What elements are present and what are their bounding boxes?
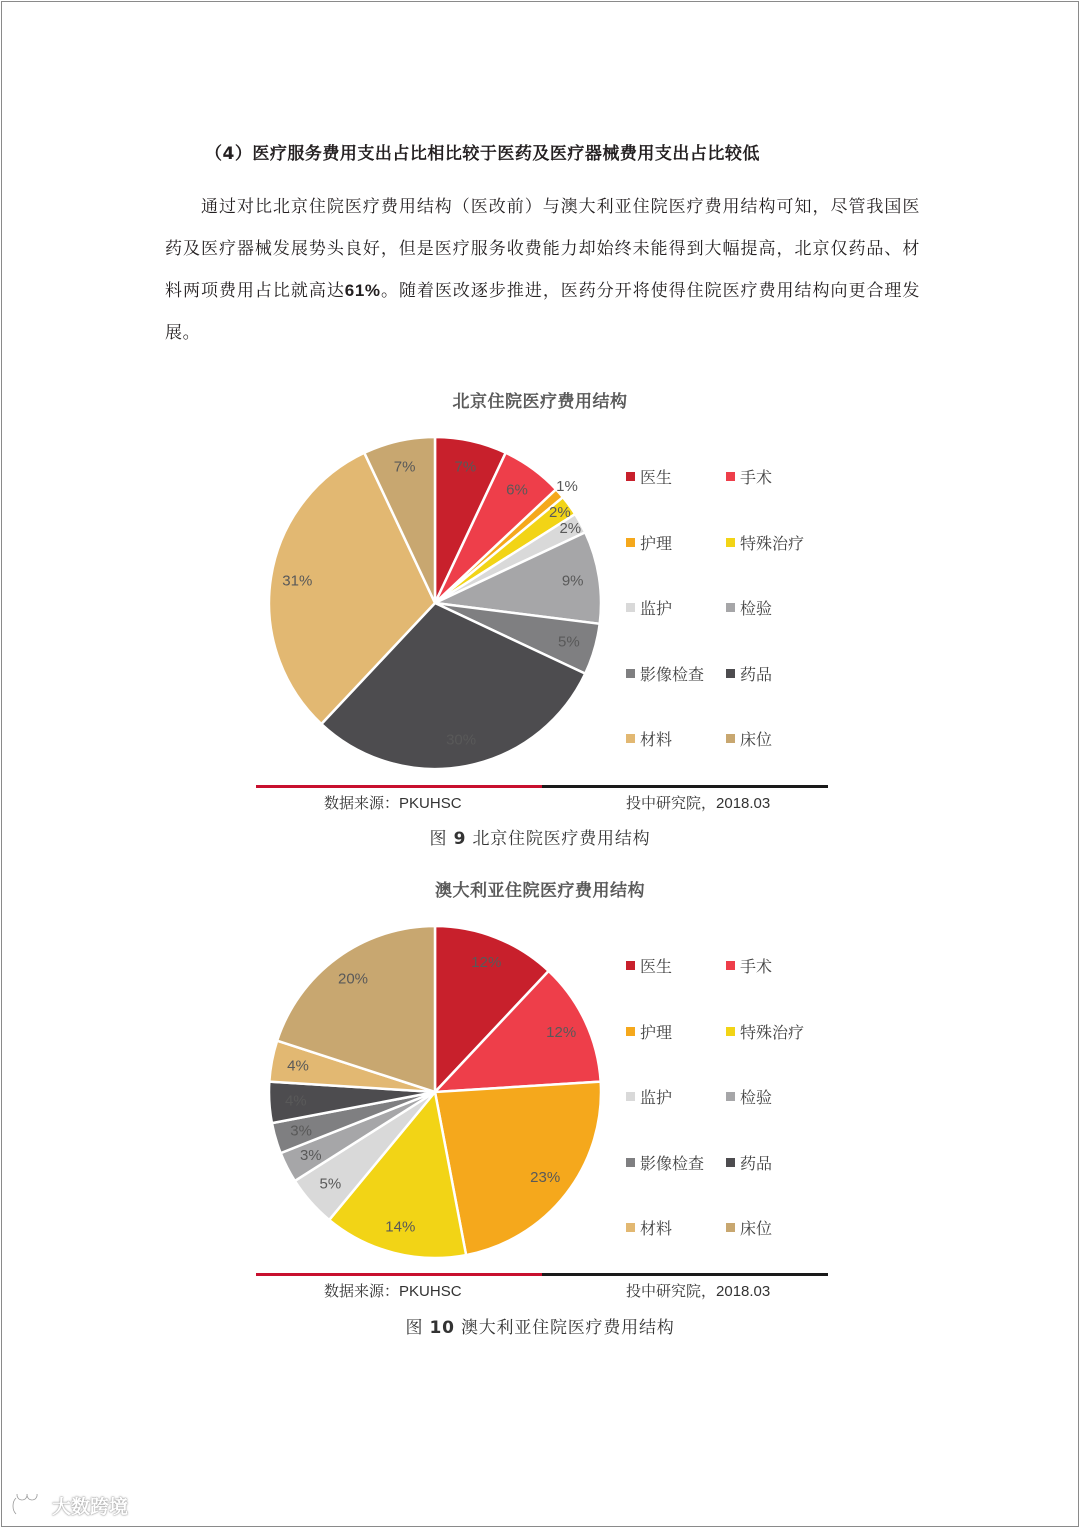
chart1-pie bbox=[260, 433, 610, 773]
chart1-legend-label-8: 材料 bbox=[640, 730, 673, 749]
chart1-caption-prefix: 图 bbox=[429, 829, 448, 849]
chart2-data-label-5: 3% bbox=[299, 1146, 322, 1164]
chart1-legend-swatch-0 bbox=[626, 472, 635, 481]
body-paragraph bbox=[165, 186, 920, 354]
chart2-legend-label-5: 检验 bbox=[740, 1088, 773, 1107]
chart2-data-label-8: 4% bbox=[287, 1057, 309, 1075]
chart2-legend-swatch-2 bbox=[626, 1027, 635, 1036]
chart2-legend-swatch-9 bbox=[726, 1223, 735, 1232]
chart1-data-label-2: 1% bbox=[556, 478, 578, 496]
chart1-legend-item-0 bbox=[626, 465, 672, 488]
chart1-legend-label-9: 床位 bbox=[740, 730, 773, 749]
chart2-caption-prefix: 图 bbox=[405, 1318, 424, 1338]
chart2-data-label-1: 12% bbox=[546, 1024, 577, 1042]
chart2-legend-swatch-8 bbox=[626, 1223, 635, 1232]
chart1-legend-swatch-7 bbox=[726, 669, 735, 678]
chart2-legend-swatch-4 bbox=[626, 1092, 635, 1101]
chart2-legend-swatch-1 bbox=[726, 961, 735, 970]
chart1-legend-label-3: 特殊治疗 bbox=[740, 533, 805, 553]
chart1-legend-item-2 bbox=[626, 531, 672, 554]
chart2-legend-item-0 bbox=[626, 954, 672, 977]
chart2-caption-text: 澳大利亚住院医疗费用结构 bbox=[460, 1318, 675, 1338]
chart1-data-label-7: 30% bbox=[446, 731, 477, 749]
chart1-source-left bbox=[324, 792, 462, 813]
chart1-legend-swatch-4 bbox=[626, 603, 635, 612]
chart1-title: 北京住院医疗费用结构 bbox=[452, 392, 628, 412]
chart1-divider bbox=[256, 785, 828, 788]
chart2-legend-item-5 bbox=[726, 1085, 772, 1108]
chart2-legend-item-6 bbox=[626, 1151, 704, 1174]
chart1-legend-swatch-5 bbox=[726, 603, 735, 612]
chart2-legend-item-1 bbox=[726, 954, 772, 977]
chart2-data-label-7: 4% bbox=[284, 1092, 307, 1110]
chart2-legend-swatch-6 bbox=[626, 1158, 635, 1167]
chart1-legend-label-1: 手术 bbox=[740, 468, 773, 487]
chart2-source-right-value: 2018.03 bbox=[716, 1283, 771, 1300]
chart2-caption-number: 10 bbox=[429, 1318, 455, 1338]
watermark bbox=[10, 1492, 128, 1519]
chart2-legend-swatch-7 bbox=[726, 1158, 735, 1167]
paragraph-text-before: 通过对比北京住院医疗费用结构（医改前）与澳大利亚住院医疗费用结构可知，尽管我国医药及医疗器械发展势头良好，但是医疗服务收费能力却始终未能得到大幅提高，北京仅药品、材料两项费用占比就高达 bbox=[165, 197, 920, 301]
chart2-source-right-label: 投中研究院， bbox=[626, 1282, 717, 1300]
chart2-legend bbox=[626, 954, 836, 1244]
chart2-legend-label-8: 材料 bbox=[640, 1219, 673, 1238]
chart1-source-left-label: 数据来源： bbox=[324, 794, 400, 812]
chart2-legend-item-9 bbox=[726, 1216, 772, 1239]
chart2-data-label-4: 5% bbox=[319, 1175, 342, 1193]
chart1-legend-swatch-1 bbox=[726, 472, 735, 481]
chart2-source-left bbox=[324, 1280, 462, 1301]
chart1-data-label-4: 2% bbox=[559, 520, 582, 538]
chart2-caption bbox=[0, 1313, 1080, 1338]
chart2-data-label-3: 14% bbox=[385, 1218, 416, 1236]
chart1-legend bbox=[626, 465, 836, 755]
chart2-legend-item-3 bbox=[726, 1020, 804, 1043]
chart2-legend-label-6: 影像检查 bbox=[640, 1153, 705, 1173]
chart1-data-label-3: 2% bbox=[549, 503, 571, 521]
chart1-source-right-value: 2018.03 bbox=[716, 795, 771, 812]
chart1-data-label-5: 9% bbox=[561, 572, 584, 590]
chart2-data-label-0: 12% bbox=[471, 953, 502, 971]
chart1-legend-label-7: 药品 bbox=[740, 664, 773, 684]
chart1-legend-label-2: 护理 bbox=[640, 533, 673, 553]
chart1-legend-label-5: 检验 bbox=[740, 599, 773, 618]
chart1-legend-item-5 bbox=[726, 596, 772, 619]
chart2-source-right bbox=[626, 1280, 770, 1301]
chart2-legend-item-8 bbox=[626, 1216, 672, 1239]
chart2-source-left-value: PKUHSC bbox=[399, 1283, 462, 1300]
chart2-legend-swatch-0 bbox=[626, 961, 635, 970]
chart2-legend-item-7 bbox=[726, 1151, 772, 1174]
chart2-data-label-9: 20% bbox=[337, 970, 369, 988]
chart2-legend-item-4 bbox=[626, 1085, 672, 1108]
chart2-data-label-6: 3% bbox=[290, 1122, 312, 1140]
chart1-legend-item-9 bbox=[726, 727, 772, 750]
chart1-caption bbox=[0, 824, 1080, 849]
section-heading: （4）医疗服务费用支出占比相比较于医药及医疗器械费用支出占比较低 bbox=[205, 144, 760, 164]
chart1-data-label-1: 6% bbox=[506, 481, 528, 499]
chart1-legend-item-8 bbox=[626, 727, 672, 750]
chart1-legend-swatch-6 bbox=[626, 669, 635, 678]
chart1-legend-label-6: 影像检查 bbox=[640, 664, 705, 684]
chart1-legend-item-7 bbox=[726, 662, 772, 685]
chart2-legend-label-2: 护理 bbox=[640, 1022, 673, 1042]
chart1-data-label-9: 7% bbox=[393, 458, 416, 476]
chart2-legend-label-1: 手术 bbox=[740, 957, 773, 976]
chart2-pie bbox=[260, 922, 610, 1262]
chart2-legend-label-7: 药品 bbox=[740, 1153, 773, 1173]
chart1-caption-text: 北京住院医疗费用结构 bbox=[472, 829, 651, 849]
chart1-legend-item-1 bbox=[726, 465, 772, 488]
chart1-legend-swatch-2 bbox=[626, 538, 635, 547]
chart1-data-label-8: 31% bbox=[282, 572, 313, 590]
paragraph-text-after: 。随着医改逐步推进，医药分开将使得住院医疗费用结构向更合理发展。 bbox=[165, 281, 921, 343]
chart2-legend-label-3: 特殊治疗 bbox=[740, 1022, 805, 1042]
chart1-legend-item-4 bbox=[626, 596, 672, 619]
watermark-text: 大数跨境 bbox=[52, 1496, 129, 1518]
chart1-legend-item-3 bbox=[726, 531, 804, 554]
chart1-caption-number: 9 bbox=[453, 829, 467, 849]
chart1-source-left-value: PKUHSC bbox=[399, 795, 462, 812]
chart2-source-left-label: 数据来源： bbox=[324, 1282, 400, 1300]
chart2-divider bbox=[256, 1273, 828, 1276]
chart2-legend-item-2 bbox=[626, 1020, 672, 1043]
chart2-title: 澳大利亚住院医疗费用结构 bbox=[435, 881, 645, 901]
chart1-legend-swatch-9 bbox=[726, 734, 735, 743]
chart1-data-label-6: 5% bbox=[558, 633, 580, 651]
chart2-legend-label-4: 监护 bbox=[640, 1088, 673, 1107]
chart1-legend-swatch-3 bbox=[726, 538, 735, 547]
chart1-data-label-0: 7% bbox=[454, 458, 477, 476]
chart1-legend-swatch-8 bbox=[626, 734, 635, 743]
chart1-legend-item-6 bbox=[626, 662, 704, 685]
chart1-source-right bbox=[626, 792, 770, 813]
chart2-legend-swatch-3 bbox=[726, 1027, 735, 1036]
chart2-legend-label-9: 床位 bbox=[740, 1219, 773, 1238]
chart2-legend-swatch-5 bbox=[726, 1092, 735, 1101]
chart1-source-right-label: 投中研究院， bbox=[626, 794, 717, 812]
chart2-data-label-2: 23% bbox=[530, 1169, 561, 1186]
chart2-legend-label-0: 医生 bbox=[640, 957, 673, 976]
chart1-legend-label-0: 医生 bbox=[640, 468, 673, 487]
watermark-logo-icon bbox=[10, 1494, 46, 1518]
paragraph-highlight: 61% bbox=[344, 281, 381, 300]
chart1-legend-label-4: 监护 bbox=[640, 599, 673, 618]
